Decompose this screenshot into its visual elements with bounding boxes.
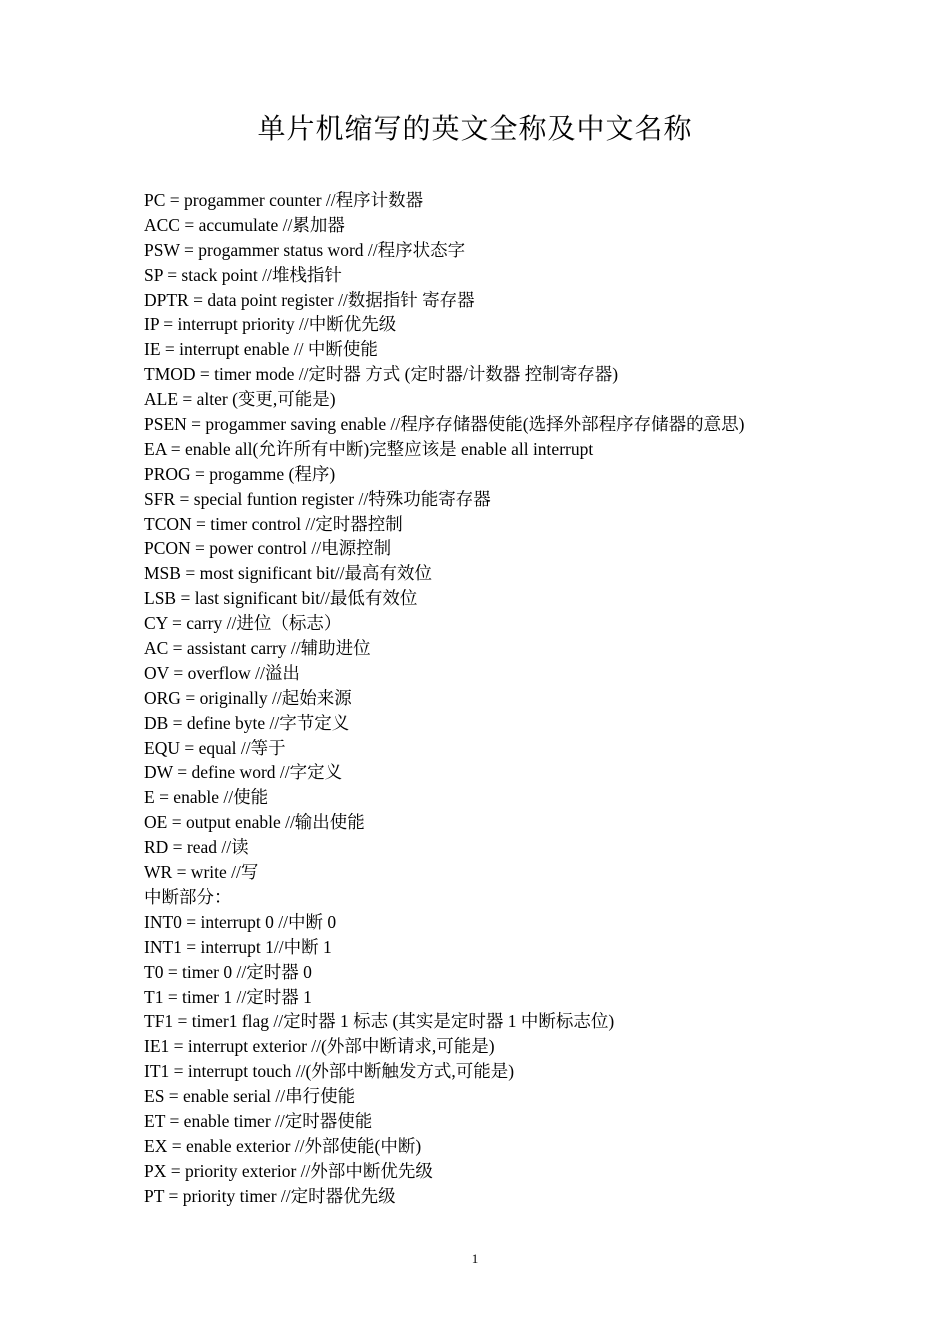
list-item: T0 = timer 0 //定时器 0	[144, 961, 312, 982]
list-item: RD = read //读	[144, 837, 249, 858]
list-item: DPTR = data point register //数据指针 寄存器	[144, 289, 475, 310]
list-item: ALE = alter (变更,可能是)	[144, 389, 336, 410]
list-item: PCON = power control //电源控制	[144, 538, 392, 559]
list-item: IE1 = interrupt exterior //(外部中断请求,可能是)	[144, 1036, 495, 1057]
list-item: WR = write //写	[144, 862, 259, 883]
list-item: PX = priority exterior //外部中断优先级	[144, 1160, 433, 1181]
list-item: DW = define word //字定义	[144, 762, 343, 783]
list-item: SFR = special funtion register //特殊功能寄存器	[144, 488, 491, 509]
list-item: PC = progammer counter //程序计数器	[144, 190, 424, 210]
list-item: EA = enable all(允许所有中断)完整应该是 enable all interrupt	[144, 438, 594, 459]
list-item: SP = stack point //堆栈指针	[144, 264, 342, 285]
list-item: ORG = originally //起始来源	[144, 687, 352, 708]
list-item: OV = overflow //溢出	[144, 662, 300, 683]
list-item: ET = enable timer //定时器使能	[144, 1110, 373, 1131]
list-item: MSB = most significant bit//最高有效位	[144, 563, 432, 584]
abbreviation-list	[144, 188, 844, 1209]
list-item: PROG = progamme (程序)	[144, 463, 336, 484]
list-item: T1 = timer 1 //定时器 1	[144, 986, 312, 1007]
list-item: ACC = accumulate //累加器	[144, 214, 345, 235]
page-number: 1	[471, 1251, 479, 1266]
list-item: IE = interrupt enable // 中断使能	[144, 339, 378, 360]
list-item: IP = interrupt priority //中断优先级	[144, 314, 397, 335]
list-item: INT1 = interrupt 1//中断 1	[144, 936, 332, 957]
list-item: EQU = equal //等于	[144, 737, 286, 758]
list-item: EX = enable exterior //外部使能(中断)	[144, 1135, 422, 1156]
list-item: LSB = last significant bit//最低有效位	[144, 588, 418, 609]
list-item: OE = output enable //输出使能	[144, 812, 365, 833]
list-item: TMOD = timer mode //定时器 方式 (定时器/计数器 控制寄存器)	[144, 364, 619, 385]
list-item: TCON = timer control //定时器控制	[144, 513, 403, 534]
list-item: ES = enable serial //串行使能	[144, 1086, 356, 1107]
list-item: CY = carry //进位（标志）	[144, 613, 342, 634]
list-item: AC = assistant carry //辅助进位	[144, 638, 371, 659]
list-item: TF1 = timer1 flag //定时器 1 标志 (其实是定时器 1 中断标志位)	[144, 1011, 615, 1032]
list-item: INT0 = interrupt 0 //中断 0	[144, 911, 337, 932]
list-item: PSEN = progammer saving enable //程序存储器使能(选择外部程序存储器的意思)	[144, 414, 745, 435]
list-item: IT1 = interrupt touch //(外部中断触发方式,可能是)	[144, 1061, 515, 1082]
list-item: PT = priority timer //定时器优先级	[144, 1185, 396, 1206]
section-heading: 中断部分：	[144, 886, 232, 907]
document-title: 单片机缩写的英文全称及中文名称	[257, 114, 693, 145]
list-item: E = enable //使能	[144, 787, 269, 808]
list-item: PSW = progammer status word //程序状态字	[144, 239, 466, 260]
list-item: DB = define byte //字节定义	[144, 712, 350, 733]
